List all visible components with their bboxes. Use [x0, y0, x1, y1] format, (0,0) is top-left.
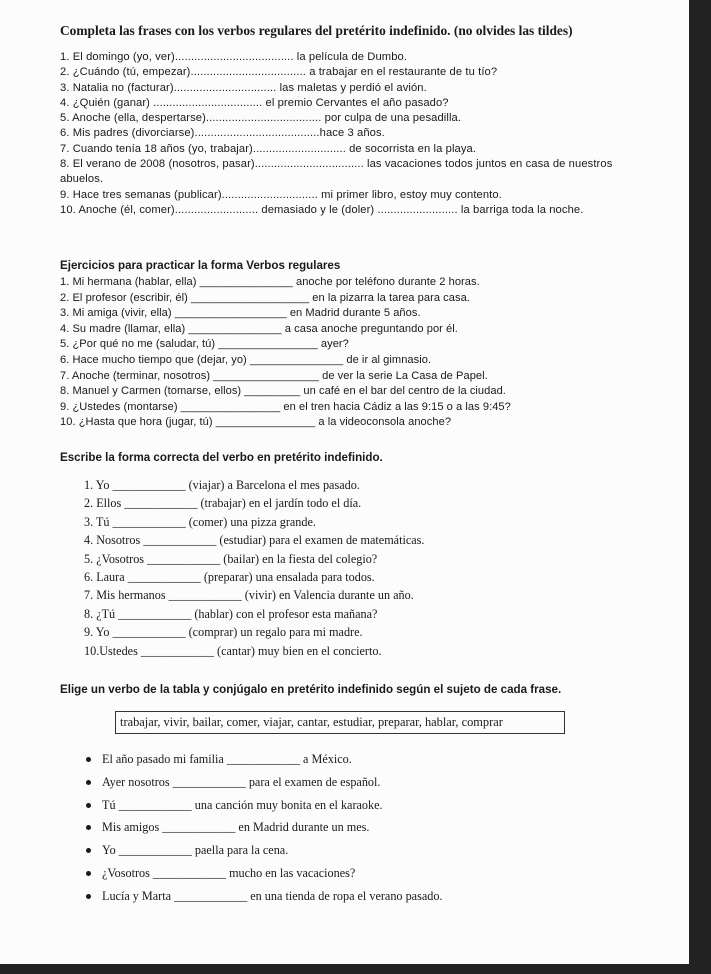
- list-item: 1. Yo ____________ (viajar) a Barcelona el mes pasado.: [84, 478, 360, 492]
- list-item: 3. Tú ____________ (comer) una pizza grande.: [84, 514, 316, 529]
- section2-title: Ejercicios para practicar la forma Verbos regulares: [60, 259, 341, 272]
- list-item: 3. Natalia no (facturar)................................ las maletas y perdió el avión.: [60, 81, 427, 94]
- bullet-icon: [86, 757, 91, 762]
- list-item: 1. El domingo (yo, ver)..................................... la película de Dumbo.: [60, 51, 408, 63]
- list-item: 6. Mis padres (divorciarse).......................................hace 3 años.: [60, 127, 385, 140]
- list-item: 2. Ellos ____________ (trabajar) en el jardín todo el día.: [84, 496, 362, 511]
- list-item-text: El año pasado mi familia ____________ a México.: [102, 752, 352, 766]
- bullet-icon: [86, 803, 91, 808]
- section2-list: [60, 275, 640, 431]
- section4-title: Elige un verbo de la tabla y conjúgalo en pretérito indefinido según el sujeto de cada frase.: [60, 683, 562, 696]
- list-item: 5. ¿Vosotros ____________ (bailar) en la fiesta del colegio?: [84, 551, 378, 566]
- list-item: 9. ¿Ustedes (montarse) ________________ en el tren hacia Cádiz a las 9:15 o a las 9:45?: [60, 400, 511, 413]
- list-item: 6. Hace mucho tiempo que (dejar, yo) _______________ de ir al gimnasio.: [60, 353, 432, 366]
- list-item: 8. ¿Tú ____________ (hablar) con el profesor esta mañana?: [84, 606, 378, 621]
- list-item: [86, 794, 566, 817]
- bullet-icon: [86, 825, 91, 830]
- list-item: [86, 885, 566, 908]
- list-item-text: Tú ____________ una canción muy bonita en el karaoke.: [102, 797, 383, 812]
- section3-title: Escribe la forma correcta del verbo en pretérito indefinido.: [60, 451, 383, 464]
- list-item-text: Ayer nosotros ____________ para el examen de español.: [102, 774, 381, 789]
- list-item: [86, 839, 566, 862]
- list-item-text: ¿Vosotros ____________ mucho en las vacaciones?: [102, 865, 356, 880]
- list-item: 5. ¿Por qué no me (saludar, tú) ________________ ayer?: [60, 338, 349, 351]
- list-item: 10. ¿Hasta que hora (jugar, tú) ________________ a la videoconsola anoche?: [60, 416, 452, 429]
- list-item: 5. Anoche (ella, despertarse).................................... por culpa de una pesadilla.: [60, 112, 462, 125]
- viewer-edge-right: [689, 0, 711, 974]
- list-item: 7. Mis hermanos ____________ (vivir) en Valencia durante un año.: [84, 588, 414, 603]
- list-item: 1. Mi hermana (hablar, ella) _______________ anoche por teléfono durante 2 horas.: [60, 276, 480, 288]
- list-item: 2. ¿Cuándo (tú, empezar).................................... a trabajar en el restaurante de tu tío?: [60, 66, 498, 79]
- list-item: 4. ¿Quién (ganar) .................................. el premio Cervantes el año pasado?: [60, 96, 449, 109]
- list-item: [86, 748, 566, 771]
- list-item: 7. Anoche (terminar, nosotros) _________________ de ver la serie La Casa de Papel.: [60, 369, 488, 382]
- list-item: 9. Hace tres semanas (publicar).............................. mi primer libro, estoy muy contento.: [60, 188, 502, 201]
- list-item: [86, 862, 566, 885]
- list-item: 4. Su madre (llamar, ella) _______________ a casa anoche preguntando por él.: [60, 322, 458, 335]
- list-item: 8. Manuel y Carmen (tomarse, ellos) _________ un café en el bar del centro de la ciudad.: [60, 385, 506, 398]
- list-item: 9. Yo ____________ (comprar) un regalo para mi madre.: [84, 625, 363, 640]
- list-item-text: Lucía y Marta ____________ en una tienda de ropa el verano pasado.: [102, 888, 443, 903]
- bullet-icon: [86, 894, 91, 899]
- list-item: 8. El verano de 2008 (nosotros, pasar).................................. las vacaciones todos juntos en casa de nuestros abuelos.: [60, 158, 613, 186]
- section3-list: [84, 476, 564, 660]
- list-item: [86, 816, 566, 839]
- list-item-text: Mis amigos ____________ en Madrid durante un mes.: [102, 820, 370, 835]
- bullet-icon: [86, 871, 91, 876]
- list-item: 3. Mi amiga (vivir, ella) __________________ en Madrid durante 5 años.: [60, 307, 421, 320]
- list-item: 2. El profesor (escribir, él) ___________________ en la pizarra la tarea para casa.: [60, 291, 470, 304]
- verb-table: trabajar, vivir, bailar, comer, viajar, cantar, estudiar, preparar, hablar, comprar: [115, 711, 565, 734]
- bullet-icon: [86, 848, 91, 853]
- section1-list: [60, 50, 632, 218]
- list-item: 4. Nosotros ____________ (estudiar) para el examen de matemáticas.: [84, 533, 425, 548]
- list-item: 7. Cuando tenía 18 años (yo, trabajar)............................. de socorrista en la playa.: [60, 142, 477, 155]
- viewer-edge-bottom: [0, 964, 711, 974]
- list-item: 10. Anoche (él, comer).......................... demasiado y le (doler) ......................... la barriga toda la noche.: [60, 203, 584, 216]
- list-item: [86, 771, 566, 794]
- section4-list: [86, 748, 566, 908]
- list-item: 10.Ustedes ____________ (cantar) muy bien en el concierto.: [84, 643, 382, 658]
- bullet-icon: [86, 780, 91, 785]
- list-item-text: Yo ____________ paella para la cena.: [102, 843, 289, 858]
- list-item: 6. Laura ____________ (preparar) una ensalada para todos.: [84, 569, 375, 584]
- section1-title: Completa las frases con los verbos regulares del pretérito indefinido. (no olvides las tildes): [60, 23, 573, 38]
